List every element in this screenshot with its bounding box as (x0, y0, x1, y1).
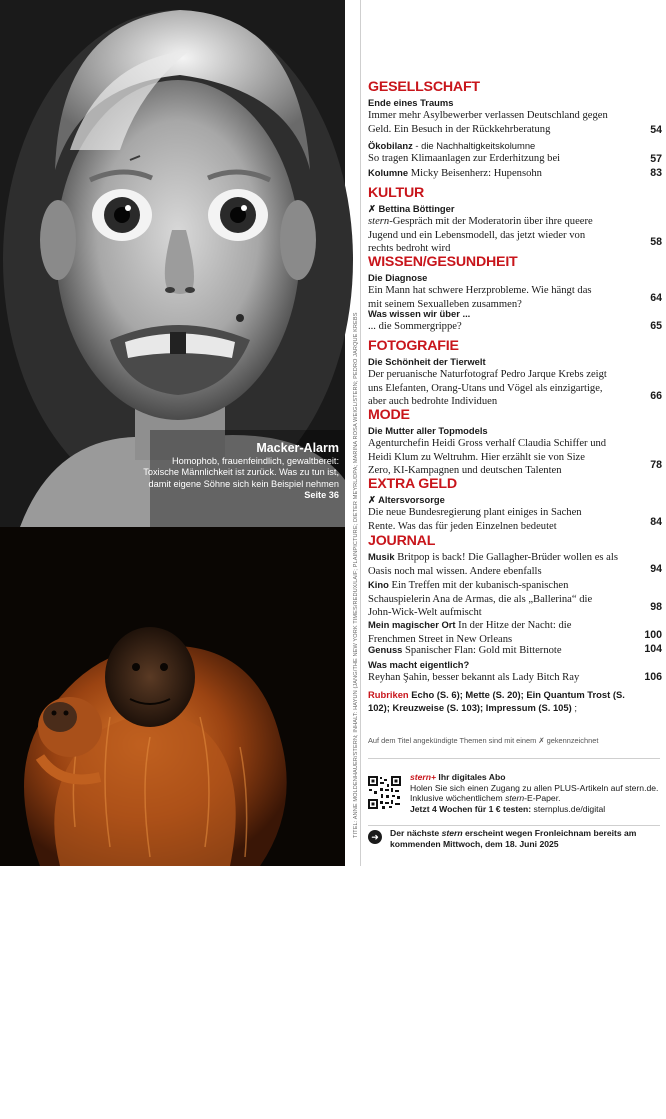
article-label: Kolumne (368, 167, 409, 178)
footnote (368, 736, 658, 745)
abo-brand: stern+ (410, 772, 437, 782)
caption-besonderer-blick (173, 1058, 333, 1119)
entry-label: Kino (368, 579, 389, 590)
page-number[interactable]: 54 (650, 124, 662, 136)
next-issue-notice (390, 828, 662, 849)
next-issue-stern: stern (441, 828, 463, 838)
entry-teaser: In der Hitze der Nacht: die Frenchmen Street in New Orleans (368, 620, 572, 645)
caption-macker-alarm (139, 441, 339, 502)
next-issue-text-end: erscheint wegen Fronleichnam bereits am kommenden Mittwoch, dem 18. Juni 2025 (390, 828, 637, 849)
table-of-contents (368, 0, 662, 866)
page-number[interactable]: 106 (644, 671, 662, 683)
cross-arrow-icon: ✗ (538, 736, 545, 745)
column-divider (360, 0, 361, 866)
digital-abo-promo (410, 772, 662, 814)
caption-body (173, 1073, 333, 1119)
article-teaser: Micky Beisenherz: Hupensohn (408, 168, 542, 179)
qr-code-icon[interactable] (368, 776, 401, 809)
section-heading-journal: JOURNAL (368, 533, 436, 549)
abo-stern-italic: stern (505, 793, 525, 804)
cross-arrow-icon: ✗ (368, 203, 376, 214)
caption-page-ref[interactable]: Seite 36 (304, 490, 339, 501)
article-teaser: Immer mehr Asylbewerber verlassen Deutschland gegen Geld. Ein Besuch in der Rückkehrberatung (368, 110, 608, 135)
page-number[interactable]: 98 (650, 601, 662, 613)
footnote-text-end: gekennzeichnet (544, 736, 599, 745)
journal-entry-musik[interactable] (368, 550, 618, 578)
abo-description (410, 783, 662, 804)
article-teaser: Ein Mann hat schwere Herzprobleme. Wie hängt das mit seinem Sexualleben zusammen? (368, 285, 592, 310)
abo-title (410, 772, 662, 783)
article-teaser: So tragen Klimaanlagen zur Erderhitzung bei (368, 153, 561, 164)
page-number[interactable]: 104 (644, 643, 662, 655)
photo-credits (345, 0, 361, 866)
cross-arrow-icon: ✗ (368, 494, 376, 505)
credits-text: TITEL: ANNE MOLDENHAUER/STERN; INHALT: HAYUN (JANG/THE NEW YORK TIMES/REDUX/LAIF; PLAINPICTURE; DIETER MEYRL/DPA; MARINA ROSA WEIGL/STERN; PEDRO JARQUE KREBS (353, 312, 359, 838)
caption-title: Macker-Alarm (256, 441, 339, 455)
section-heading-kultur: KULTUR (368, 185, 425, 201)
article-teaser: Agenturchefin Heidi Gross verhalf Claudia Schiffer und Heidi Klum zu Weltruhm. Hier erzählt sie von Size Zero, KI-Kampagnen und deutschen Talenten (368, 438, 607, 477)
article-teaser: Der peruanische Naturfotograf Pedro Jarque Krebs zeigt uns Elefanten, Orang-Utans und Vögel als einzigartige, aber auch bedrohte Individuen (368, 369, 607, 408)
page-number[interactable]: 66 (650, 390, 662, 402)
section-heading-extra-geld: EXTRA GELD (368, 476, 457, 492)
article-teaser (368, 215, 608, 256)
page-number[interactable]: 83 (650, 167, 662, 179)
entry-teaser: Britpop is back! Die Gallagher-Brüder wollen es als Oasis noch mal wissen. Andere ebenfalls (368, 552, 618, 577)
journal-entry-kino[interactable] (368, 578, 618, 620)
article-teaser: Die neue Bundesregierung plant einiges in Sachen Rente. Was das für jeden Einzelnen bedeutet (368, 507, 582, 532)
section-heading-gesellschaft: GESELLSCHAFT (368, 79, 480, 95)
entry-teaser: Ein Treffen mit der kubanisch-spanischen Schauspielerin Ana de Armas, die als „Ballerina“ die John-Wick-Welt aufmischt (368, 580, 593, 619)
article-teaser: Reyhan Şahin, besser bekannt als Lady Bitch Ray (368, 672, 580, 683)
abo-line-end: -E-Paper. (524, 793, 561, 804)
caption-page-ref[interactable]: Seite 66 (311, 1095, 333, 1118)
abo-title-rest: Ihr digitales Abo (436, 772, 506, 782)
entry-label: Mein magischer Ort (368, 619, 456, 630)
article-title[interactable]: Was wissen wir über ... (368, 308, 471, 319)
photo-boy-portrait (0, 0, 345, 527)
rubriken-list[interactable] (368, 688, 630, 714)
next-issue-text: Der nächste (390, 828, 442, 838)
article-title-text: Bettina Böttinger (375, 203, 455, 214)
caption-title: Besonderer Blick (230, 1058, 333, 1072)
page-number[interactable]: 58 (650, 236, 662, 248)
entry-label: Genuss (368, 644, 403, 655)
article-title[interactable]: Was macht eigentlich? (368, 659, 470, 670)
rubriken-text: Echo (S. 6); Mette (S. 20); Ein Quantum Trost (S. 102); Kreuzweise (S. 103); Impressum (S. 105) (368, 689, 625, 713)
abo-line: Holen Sie sich einen Zugang zu allen PLUS-Artikeln auf stern.de. Inklusive wöchentlichem (410, 782, 659, 804)
article-title-rest: - die Nachhaltigkeitskolumne (412, 140, 536, 151)
article-title[interactable]: Die Schönheit der Tierwelt (368, 356, 486, 367)
rubriken-end: ; (571, 702, 577, 713)
article-title[interactable] (368, 203, 662, 215)
article-title[interactable]: Die Diagnose (368, 272, 428, 283)
abo-offer-text: Jetzt 4 Wochen für 1 € testen: (410, 803, 532, 814)
article-title[interactable] (368, 140, 662, 152)
article-title[interactable] (368, 494, 662, 506)
page-number[interactable]: 64 (650, 292, 662, 304)
journal-entry-ort[interactable] (368, 618, 618, 646)
article-title[interactable]: Ende eines Traums (368, 97, 454, 108)
rubriken-label: Rubriken (368, 689, 409, 700)
article-title-text: Altersvorsorge (375, 494, 445, 505)
page-number[interactable]: 78 (650, 459, 662, 471)
photo-orangutan (0, 527, 345, 1118)
caption-text: Homophob, frauenfeindlich, gewaltbereit: Toxische Männlichkeit ist zurück. Was zu tun ist, damit eigene Söhne sich kein Beispiel nehmen (143, 456, 339, 489)
entry-teaser: Spanischer Flan: Gold mit Bitternote (402, 645, 562, 656)
article-teaser-text: -Gespräch mit der Moderatorin über ihre queere Jugend und ein Lebensmodell, das jetzt wieder von rechts bedroht wird (368, 216, 593, 255)
page-number[interactable]: 65 (650, 320, 662, 332)
footnote-text: Auf dem Titel angekündigte Themen sind mit einem (368, 736, 539, 745)
page-number[interactable]: 100 (644, 629, 662, 641)
section-heading-mode: MODE (368, 407, 410, 423)
journal-entry-genuss[interactable] (368, 643, 618, 658)
article-title-bold: Ökobilanz (368, 140, 413, 151)
divider (368, 758, 660, 759)
page-number[interactable]: 94 (650, 563, 662, 575)
page-number[interactable]: 84 (650, 516, 662, 528)
abo-url[interactable]: sternplus.de/digital (531, 803, 606, 814)
article-teaser: ... die Sommergrippe? (368, 321, 462, 332)
divider (368, 825, 660, 826)
section-heading-wissen: WISSEN/GESUNDHEIT (368, 254, 518, 270)
section-heading-fotografie: FOTOGRAFIE (368, 338, 459, 354)
orangutan-illustration (0, 527, 345, 866)
caption-text: Der Peruaner Pedro Jarque Krebs zeigt uns Tiere als sensible Wesen, bedroht und voller Geheimnisse (178, 1073, 333, 1106)
stern-italic: stern (368, 216, 390, 227)
page-number[interactable]: 57 (650, 153, 662, 165)
abo-offer[interactable] (410, 804, 662, 815)
article-entry[interactable] (368, 166, 618, 181)
article-title[interactable]: Die Mutter aller Topmodels (368, 425, 488, 436)
caption-body (139, 456, 339, 502)
entry-label: Musik (368, 551, 395, 562)
arrow-right-icon: ➜ (368, 830, 382, 844)
